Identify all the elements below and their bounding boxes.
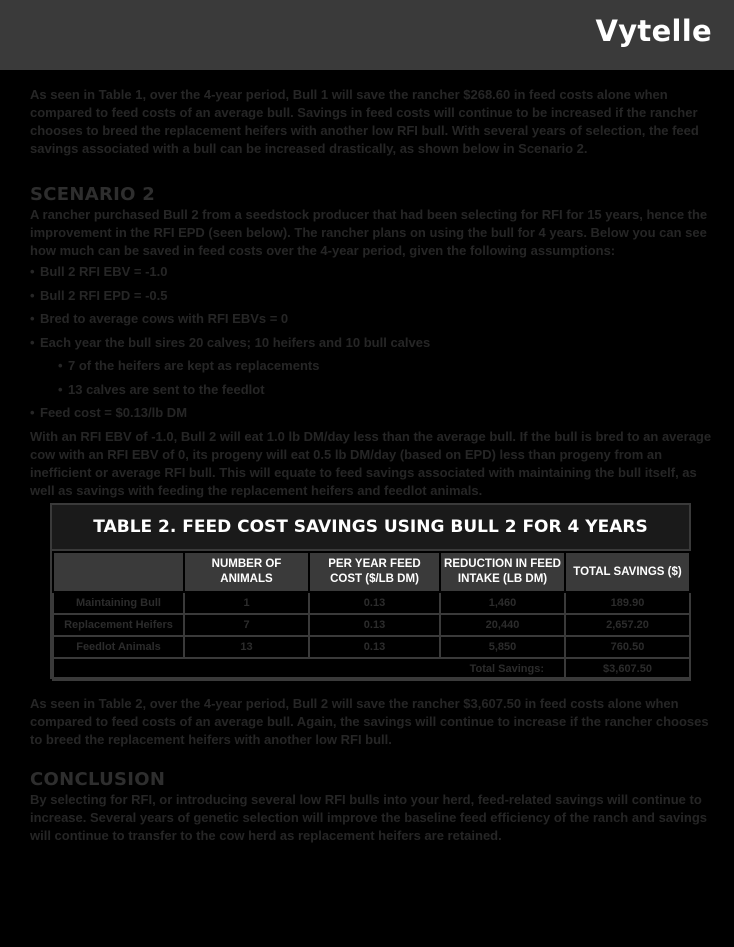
column-header: NUMBER OF ANIMALS — [184, 552, 309, 592]
conclusion-heading: CONCLUSION — [30, 769, 166, 790]
page-header — [0, 0, 734, 70]
brand-logo: Vytelle — [595, 14, 712, 48]
list-item: • Feed cost = $0.13/lb DM — [30, 405, 188, 420]
table-row — [53, 636, 690, 658]
table-grid — [52, 551, 691, 681]
table-row — [53, 614, 690, 636]
list-item: • Bred to average cows with RFI EBVs = 0 — [30, 311, 289, 326]
table-cell: 0.13 — [309, 614, 440, 636]
list-item: • 13 calves are sent to the feedlot — [58, 381, 265, 397]
assumption-list — [30, 263, 714, 428]
table-cell: 1,460 — [440, 592, 565, 614]
table-total-row — [53, 658, 690, 680]
table-cell: 0.13 — [309, 636, 440, 658]
intro-paragraph: As seen in Table 1, over the 4-year period, Bull 1 will save the rancher $268.60 in feed costs alone when compared to feed costs of an average bull. Savings in feed costs will continue to be increased if the rancher chooses to breed the replacement heifers with another low RFI bull. With several years of selection, the feed savings associated with a bull can be increased drastically, as shown below in Scenario 2. — [30, 87, 699, 156]
after-table-section — [30, 695, 714, 845]
table-cell: Maintaining Bull — [53, 592, 184, 614]
table-cell: 1 — [184, 592, 309, 614]
table-cell: 189.90 — [565, 592, 690, 614]
table-cell: 760.50 — [565, 636, 690, 658]
total-label: Total Savings: — [53, 658, 565, 680]
column-header: TOTAL SAVINGS ($) — [565, 552, 690, 592]
table-cell: 7 — [184, 614, 309, 636]
column-header: REDUCTION IN FEED INTAKE (LB DM) — [440, 552, 565, 592]
table-cell: 20,440 — [440, 614, 565, 636]
table-cell: 13 — [184, 636, 309, 658]
list-item: • Bull 2 RFI EPD = -0.5 — [30, 287, 168, 303]
table-cell: Replacement Heifers — [53, 614, 184, 636]
scenario-explanation: With an RFI EBV of -1.0, Bull 2 will eat 1.0 lb DM/day less than the average bull. If the bull is bred to an average cow with an RFI EBV of 0, its progeny will eat 0.5 lb DM/day (based on EPD) less than progeny from an inefficient or average RFI bull. This will equate to feed savings associated with maintaining the bull itself, as well as savings with feeding the replacement heifers and feedlot animals. — [30, 428, 712, 498]
table-row — [53, 592, 690, 614]
main-content — [30, 86, 714, 500]
table-header-row — [53, 552, 690, 592]
list-item: • Each year the bull sires 20 calves; 10 heifers and 10 bull calves — [30, 334, 431, 350]
after-table-paragraph: As seen in Table 2, over the 4-year period, Bull 2 will save the rancher $3,607.50 in feed costs alone when compared to feed costs of an average bull. Again, the savings will continue to increase if the rancher chooses to breed the replacement heifers with another low RFI bull. — [30, 696, 709, 747]
list-item: • Bull 2 RFI EBV = -1.0 — [30, 264, 168, 279]
savings-table — [50, 503, 691, 679]
table-cell: 2,657.20 — [565, 614, 690, 636]
table-cell: 0.13 — [309, 592, 440, 614]
column-header: PER YEAR FEED COST ($/LB DM) — [309, 552, 440, 592]
list-item: • 7 of the heifers are kept as replacements — [58, 358, 320, 373]
column-header — [53, 552, 184, 592]
scenario-heading: SCENARIO 2 — [30, 184, 156, 205]
scenario-paragraph: A rancher purchased Bull 2 from a seedstock producer that had been selecting for RFI for 15 years, hence the improvement in the RFI EPD (seen below). The rancher plans on using the bull for 4 years. Below you can see how much can be saved in feed costs over the 4-year period, given the following assumptions: — [30, 207, 708, 258]
table-title: TABLE 2. FEED COST SAVINGS USING BULL 2 FOR 4 YEARS — [52, 505, 689, 551]
table-cell: 5,850 — [440, 636, 565, 658]
table-cell: Feedlot Animals — [53, 636, 184, 658]
conclusion-paragraph: By selecting for RFI, or introducing several low RFI bulls into your herd, feed-related savings will continue to increase. Several years of genetic selection will improve the baseline feed efficiency of the ranch and savings will continue to transfer to the cow herd as replacement heifers are retained. — [30, 792, 707, 843]
total-value: $3,607.50 — [565, 658, 690, 680]
